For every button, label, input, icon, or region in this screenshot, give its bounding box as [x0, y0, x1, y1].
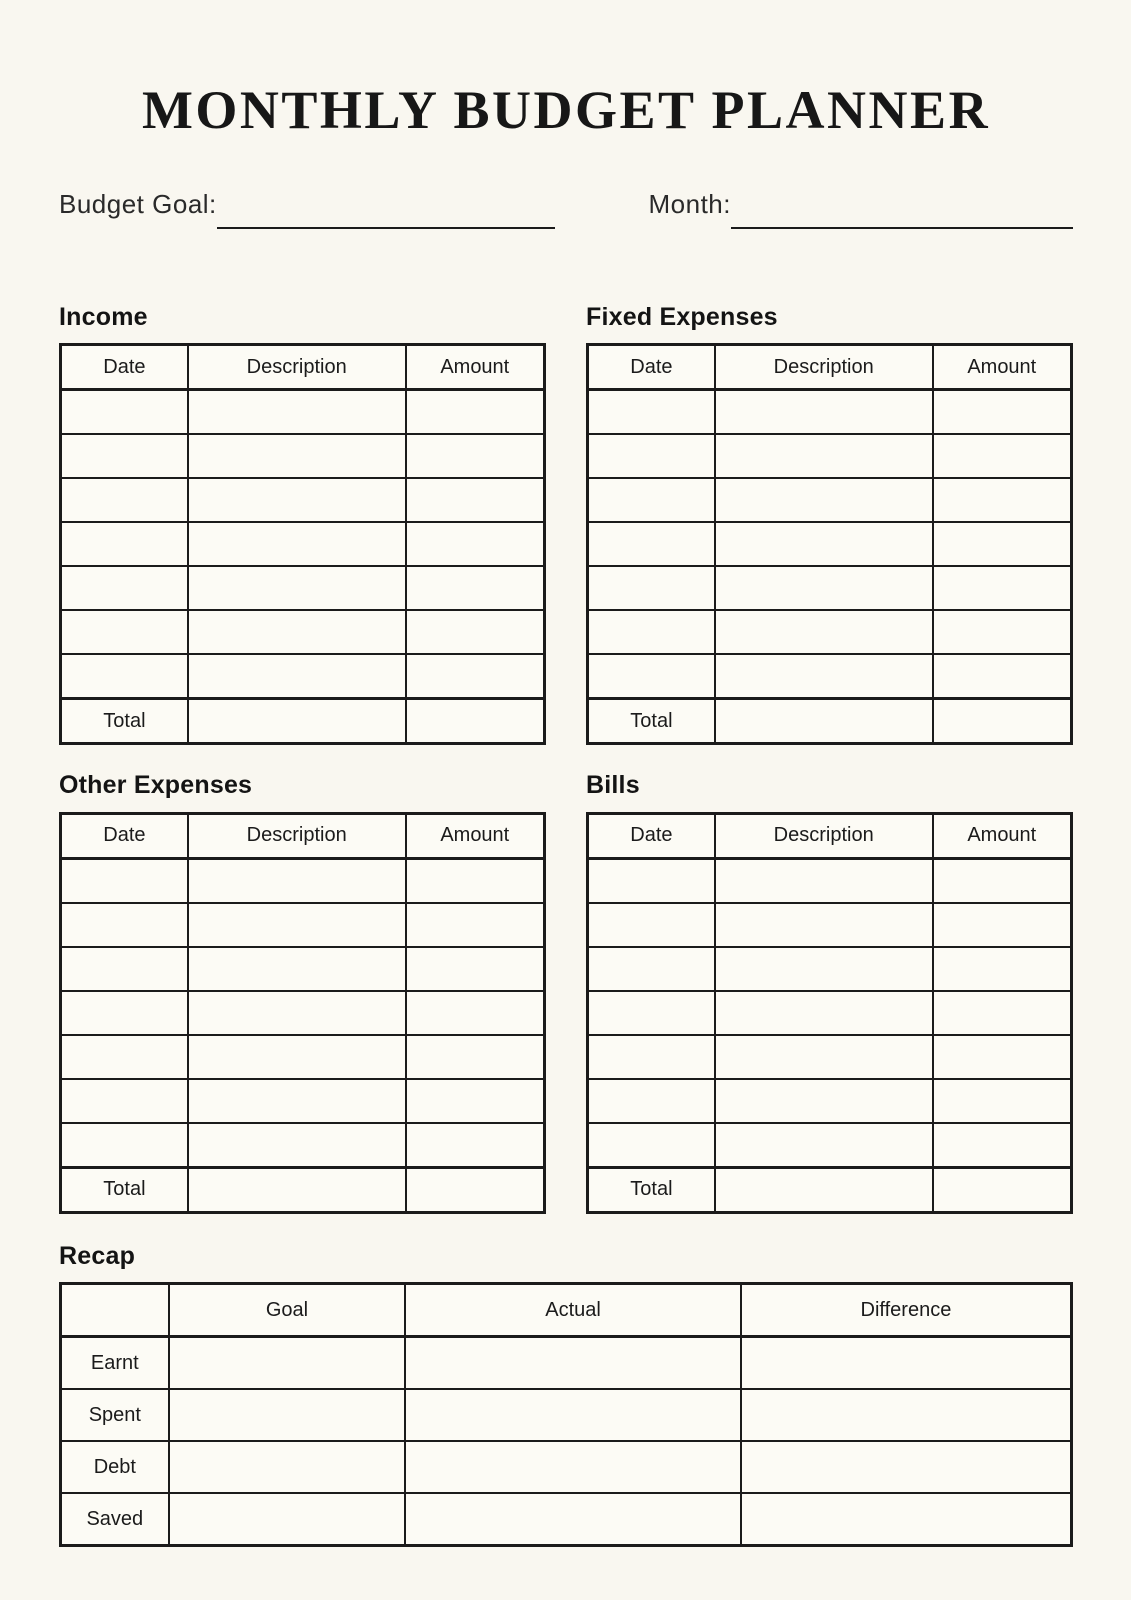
fill-cell[interactable] — [406, 1167, 545, 1212]
recap-table — [59, 1282, 1073, 1547]
fill-cell[interactable] — [933, 1123, 1072, 1168]
bills-heading: Bills — [586, 771, 640, 800]
fill-cell[interactable] — [588, 1035, 715, 1079]
fill-cell[interactable] — [406, 991, 545, 1035]
fill-cell[interactable] — [61, 1123, 188, 1168]
fill-cell[interactable] — [188, 1167, 406, 1212]
fill-cell[interactable] — [61, 1035, 188, 1079]
fill-cell[interactable] — [588, 654, 715, 699]
fill-cell[interactable] — [405, 1389, 741, 1441]
fill-cell[interactable] — [61, 947, 188, 991]
empty-row — [588, 858, 1072, 903]
fill-cell[interactable] — [715, 991, 933, 1035]
fill-cell[interactable] — [588, 858, 715, 903]
empty-row — [588, 991, 1072, 1035]
income-heading: Income — [59, 302, 148, 331]
fill-cell[interactable] — [588, 522, 715, 566]
fill-cell[interactable] — [188, 654, 406, 699]
empty-row — [588, 1035, 1072, 1079]
fill-cell[interactable] — [406, 610, 545, 654]
column-header-date: Date — [588, 813, 715, 858]
bills-table — [586, 812, 1073, 1214]
column-header-goal: Goal — [169, 1284, 406, 1337]
fields-spacer — [555, 183, 613, 229]
fill-cell[interactable] — [933, 1167, 1072, 1212]
fill-cell[interactable] — [406, 1079, 545, 1123]
fill-cell[interactable] — [588, 610, 715, 654]
fill-cell[interactable] — [741, 1337, 1072, 1390]
fill-cell[interactable] — [715, 522, 933, 566]
fill-cell[interactable] — [933, 434, 1072, 478]
fill-cell[interactable] — [188, 1035, 406, 1079]
fill-cell[interactable] — [588, 1123, 715, 1168]
fill-cell[interactable] — [933, 1035, 1072, 1079]
fill-cell[interactable] — [61, 610, 188, 654]
total-label: Total — [588, 1167, 715, 1212]
month-label: Month: — [648, 188, 731, 219]
fill-cell[interactable] — [588, 434, 715, 478]
fill-cell[interactable] — [715, 434, 933, 478]
fill-cell[interactable] — [933, 991, 1072, 1035]
column-header-amount: Amount — [406, 813, 545, 858]
empty-row — [588, 903, 1072, 947]
fill-cell[interactable] — [188, 903, 406, 947]
fill-cell[interactable] — [741, 1441, 1072, 1493]
fill-cell[interactable] — [406, 566, 545, 610]
empty-row — [61, 566, 545, 610]
fill-cell[interactable] — [588, 478, 715, 522]
income-total-row — [61, 699, 545, 744]
empty-row — [588, 566, 1072, 610]
recap-corner-cell — [61, 1284, 169, 1337]
empty-row — [588, 947, 1072, 991]
fill-cell[interactable] — [61, 1079, 188, 1123]
empty-row — [61, 390, 545, 435]
fill-cell[interactable] — [933, 390, 1072, 435]
fill-cell[interactable] — [169, 1493, 406, 1546]
empty-row — [588, 610, 1072, 654]
empty-row — [588, 522, 1072, 566]
fill-cell[interactable] — [933, 947, 1072, 991]
other-expenses-table — [59, 812, 546, 1214]
total-label: Total — [588, 699, 715, 744]
section-fixed-expenses — [586, 301, 1073, 746]
section-bills — [586, 769, 1073, 1214]
fill-cell[interactable] — [406, 478, 545, 522]
section-recap — [59, 1240, 1073, 1548]
empty-row — [588, 478, 1072, 522]
column-header-difference: Difference — [741, 1284, 1072, 1337]
income-header-row — [61, 345, 545, 390]
empty-row — [588, 1123, 1072, 1168]
fill-cell[interactable] — [406, 390, 545, 435]
fill-cell[interactable] — [406, 858, 545, 903]
header-fields — [59, 183, 1073, 229]
fill-cell[interactable] — [588, 1079, 715, 1123]
empty-row — [61, 434, 545, 478]
column-header-description: Description — [715, 813, 933, 858]
recap-row-label: Earnt — [61, 1337, 169, 1390]
recap-heading: Recap — [59, 1241, 136, 1270]
empty-row — [61, 1079, 545, 1123]
empty-row — [61, 522, 545, 566]
fill-cell[interactable] — [933, 858, 1072, 903]
fill-cell[interactable] — [715, 858, 933, 903]
fill-cell[interactable] — [188, 699, 406, 744]
empty-row — [61, 1035, 545, 1079]
column-header-description: Description — [188, 813, 406, 858]
fill-cell[interactable] — [715, 610, 933, 654]
section-income — [59, 301, 546, 746]
total-label: Total — [61, 699, 188, 744]
column-header-description: Description — [188, 345, 406, 390]
fill-cell[interactable] — [715, 903, 933, 947]
fixed-expenses-total-row — [588, 699, 1072, 744]
fill-cell[interactable] — [715, 390, 933, 435]
empty-row — [61, 947, 545, 991]
fill-cell[interactable] — [188, 947, 406, 991]
fill-cell[interactable] — [933, 903, 1072, 947]
empty-row — [61, 903, 545, 947]
fill-cell[interactable] — [715, 699, 933, 744]
month-input[interactable] — [731, 187, 1073, 229]
empty-row — [61, 478, 545, 522]
column-header-description: Description — [715, 345, 933, 390]
fill-cell[interactable] — [61, 566, 188, 610]
fill-cell[interactable] — [406, 654, 545, 699]
fixed-expenses-header-row — [588, 345, 1072, 390]
bills-total-row — [588, 1167, 1072, 1212]
fill-cell[interactable] — [188, 566, 406, 610]
empty-row — [61, 610, 545, 654]
fill-cell[interactable] — [169, 1441, 406, 1493]
recap-row-spent — [61, 1389, 1072, 1441]
fill-cell[interactable] — [188, 1123, 406, 1168]
fill-cell[interactable] — [406, 1123, 545, 1168]
tables-grid — [59, 301, 1073, 1548]
fill-cell[interactable] — [406, 947, 545, 991]
column-header-date: Date — [61, 813, 188, 858]
fill-cell[interactable] — [715, 566, 933, 610]
fill-cell[interactable] — [61, 478, 188, 522]
empty-row — [588, 434, 1072, 478]
fill-cell[interactable] — [169, 1337, 406, 1390]
fill-cell[interactable] — [169, 1389, 406, 1441]
fill-cell[interactable] — [933, 1079, 1072, 1123]
fill-cell[interactable] — [61, 434, 188, 478]
fill-cell[interactable] — [933, 654, 1072, 699]
fixed-expenses-heading: Fixed Expenses — [586, 302, 778, 331]
column-header-amount: Amount — [406, 345, 545, 390]
fill-cell[interactable] — [715, 1123, 933, 1168]
fill-cell[interactable] — [188, 1079, 406, 1123]
fill-cell[interactable] — [406, 699, 545, 744]
fill-cell[interactable] — [741, 1493, 1072, 1546]
other-expenses-header-row — [61, 813, 545, 858]
fill-cell[interactable] — [188, 390, 406, 435]
fill-cell[interactable] — [715, 1035, 933, 1079]
month-field — [649, 183, 1074, 229]
fill-cell[interactable] — [933, 522, 1072, 566]
section-other-expenses — [59, 769, 546, 1214]
fixed-expenses-table — [586, 343, 1073, 745]
empty-row — [61, 858, 545, 903]
empty-row — [588, 654, 1072, 699]
fill-cell[interactable] — [188, 434, 406, 478]
fill-cell[interactable] — [715, 947, 933, 991]
fill-cell[interactable] — [933, 478, 1072, 522]
recap-row-earnt — [61, 1337, 1072, 1390]
other-expenses-total-row — [61, 1167, 545, 1212]
recap-header-row — [61, 1284, 1072, 1337]
column-header-amount: Amount — [933, 345, 1072, 390]
budget-goal-label: Budget Goal: — [59, 188, 217, 219]
fill-cell[interactable] — [405, 1337, 741, 1390]
fill-cell[interactable] — [188, 858, 406, 903]
fill-cell[interactable] — [588, 947, 715, 991]
column-header-date: Date — [61, 345, 188, 390]
fill-cell[interactable] — [406, 522, 545, 566]
recap-row-label: Saved — [61, 1493, 169, 1546]
fill-cell[interactable] — [715, 654, 933, 699]
fill-cell[interactable] — [933, 699, 1072, 744]
bills-header-row — [588, 813, 1072, 858]
budget-goal-input[interactable] — [217, 187, 555, 229]
fill-cell[interactable] — [188, 478, 406, 522]
total-label: Total — [61, 1167, 188, 1212]
fill-cell[interactable] — [405, 1493, 741, 1546]
fill-cell[interactable] — [588, 991, 715, 1035]
fill-cell[interactable] — [405, 1441, 741, 1493]
recap-row-debt — [61, 1441, 1072, 1493]
budget-goal-field — [59, 183, 555, 229]
fill-cell[interactable] — [715, 1167, 933, 1212]
other-expenses-heading: Other Expenses — [59, 771, 253, 800]
fill-cell[interactable] — [588, 390, 715, 435]
fill-cell[interactable] — [933, 610, 1072, 654]
empty-row — [61, 654, 545, 699]
fill-cell[interactable] — [61, 654, 188, 699]
empty-row — [588, 390, 1072, 435]
column-header-actual: Actual — [405, 1284, 741, 1337]
empty-row — [61, 991, 545, 1035]
fill-cell[interactable] — [406, 1035, 545, 1079]
recap-row-label: Spent — [61, 1389, 169, 1441]
fill-cell[interactable] — [406, 903, 545, 947]
fill-cell[interactable] — [406, 434, 545, 478]
recap-row-saved — [61, 1493, 1072, 1546]
fill-cell[interactable] — [61, 991, 188, 1035]
fill-cell[interactable] — [188, 991, 406, 1035]
fill-cell[interactable] — [61, 390, 188, 435]
fill-cell[interactable] — [715, 1079, 933, 1123]
fill-cell[interactable] — [61, 522, 188, 566]
fill-cell[interactable] — [61, 858, 188, 903]
fill-cell[interactable] — [933, 566, 1072, 610]
fill-cell[interactable] — [588, 903, 715, 947]
fill-cell[interactable] — [741, 1389, 1072, 1441]
fill-cell[interactable] — [588, 566, 715, 610]
empty-row — [588, 1079, 1072, 1123]
empty-row — [61, 1123, 545, 1168]
fill-cell[interactable] — [188, 610, 406, 654]
fill-cell[interactable] — [188, 522, 406, 566]
income-table — [59, 343, 546, 745]
fill-cell[interactable] — [61, 903, 188, 947]
page-title: MONTHLY BUDGET PLANNER — [141, 80, 991, 140]
fill-cell[interactable] — [715, 478, 933, 522]
recap-row-label: Debt — [61, 1441, 169, 1493]
column-header-amount: Amount — [933, 813, 1072, 858]
column-header-date: Date — [588, 345, 715, 390]
